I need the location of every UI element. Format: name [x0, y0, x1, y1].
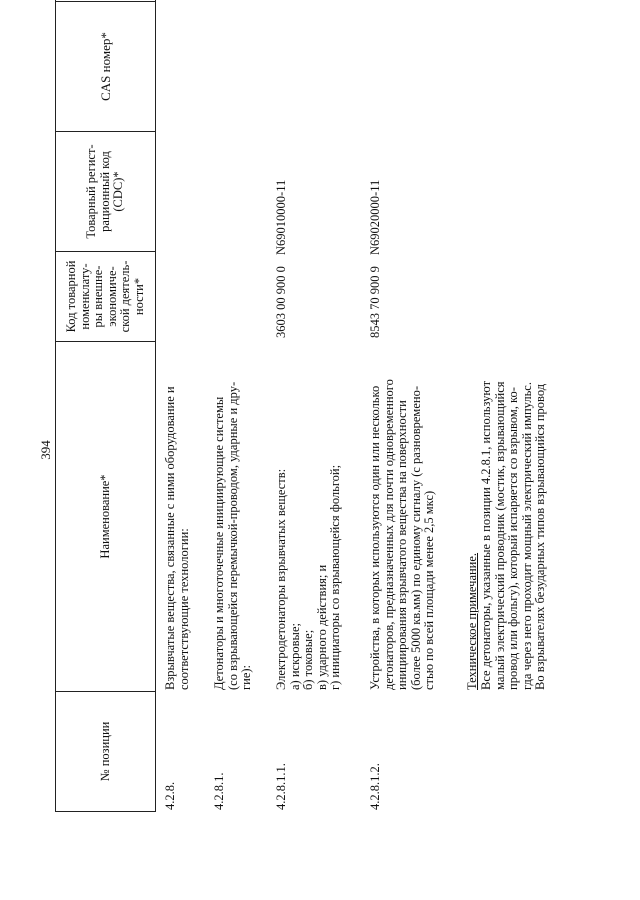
header-tnved [56, 252, 155, 341]
row-cdc-code: N69020000-11 [368, 179, 382, 255]
row-name-line: детонаторов, предназначенных для почти одновременного [381, 379, 396, 690]
row-name-line: инициирования взрывчатого вещества на поверхности [395, 400, 410, 690]
page-number: 394 [38, 440, 53, 460]
header-tnved-line: ности* [131, 277, 146, 316]
row-tnved-code: 8543 70 900 9 [368, 266, 382, 338]
note-line: малый электрический проводник (мостик, взрывающийся [492, 381, 507, 690]
header-cdc-line: рационный код [97, 151, 112, 232]
header-name: Наименование* [97, 474, 112, 559]
row-position: 4.2.8. [163, 781, 177, 810]
header-tnved-line: экономиче- [104, 266, 119, 327]
row-position: 4.2.8.1. [212, 772, 226, 810]
row-name-line: г) инициаторы со взрывающейся фольгой; [328, 464, 343, 690]
row-position: 4.2.8.1.2. [368, 763, 382, 810]
grid-line [155, 0, 156, 812]
header-cas: CAS номер* [97, 32, 113, 101]
header-cdc [56, 132, 155, 251]
row-name-line: Детонаторы и многоточечные инициирующие системы [212, 396, 226, 690]
header-tnved-line: ры внешне- [91, 265, 105, 328]
row-name-line: Устройства, в которых используются один или несколько [368, 385, 382, 690]
row-name-line: Взрывчатые вещества, связанные с ними оборудование и [163, 386, 177, 690]
row-name-line: гие): [239, 665, 254, 690]
row-position: 4.2.8.1.1. [274, 763, 288, 810]
grid-line [55, 811, 155, 812]
row-name [275, 345, 343, 690]
row-name [369, 345, 437, 690]
row-name-line: Электродетонаторы взрывчатых веществ: [274, 468, 288, 690]
note-line: провод или фольгу), который испаряется со взрывом, ко- [506, 387, 521, 690]
row-name-line: б) токовые; [301, 629, 316, 690]
row-cdc-code: N69010000-11 [274, 179, 288, 255]
header-tnved-line: ской деятель- [118, 260, 132, 333]
row-tnved-code: 3603 00 900 0 [274, 266, 288, 338]
header-tnved-line: номенклату- [77, 263, 92, 330]
header-position: № позиции [97, 721, 112, 782]
note-title: Техническое примечание. [465, 552, 479, 690]
header-cdc-line: Товарный регист- [84, 144, 99, 239]
row-name [164, 345, 191, 690]
row-name-line: стью по всей площади менее 2,5 мкс) [422, 490, 437, 690]
note-line: гда через него проходит мощный электрический импульс. [519, 382, 534, 690]
row-name [213, 345, 254, 690]
row-name-line: (со взрывающейся перемычкой-проводом, ударные и дру- [225, 381, 240, 690]
note-body [480, 345, 548, 690]
header-tnved-line: Код товарной [64, 260, 78, 333]
row-name-line: (более 5000 кв.мм) по единому сигналу (с разновремено- [408, 386, 423, 690]
header-cdc-line: (CDC)* [111, 171, 126, 212]
row-name-line: в) ударного действия; и [314, 564, 329, 690]
note-line: Все детонаторы, указанные в позиции 4.2.8.1, используют [479, 380, 493, 690]
row-name-line: а) искровые; [287, 623, 302, 690]
note-line: Во взрывателях безударных типов взрывающийся провод [533, 383, 548, 690]
row-name-line: соответствующие технологии: [176, 528, 191, 690]
